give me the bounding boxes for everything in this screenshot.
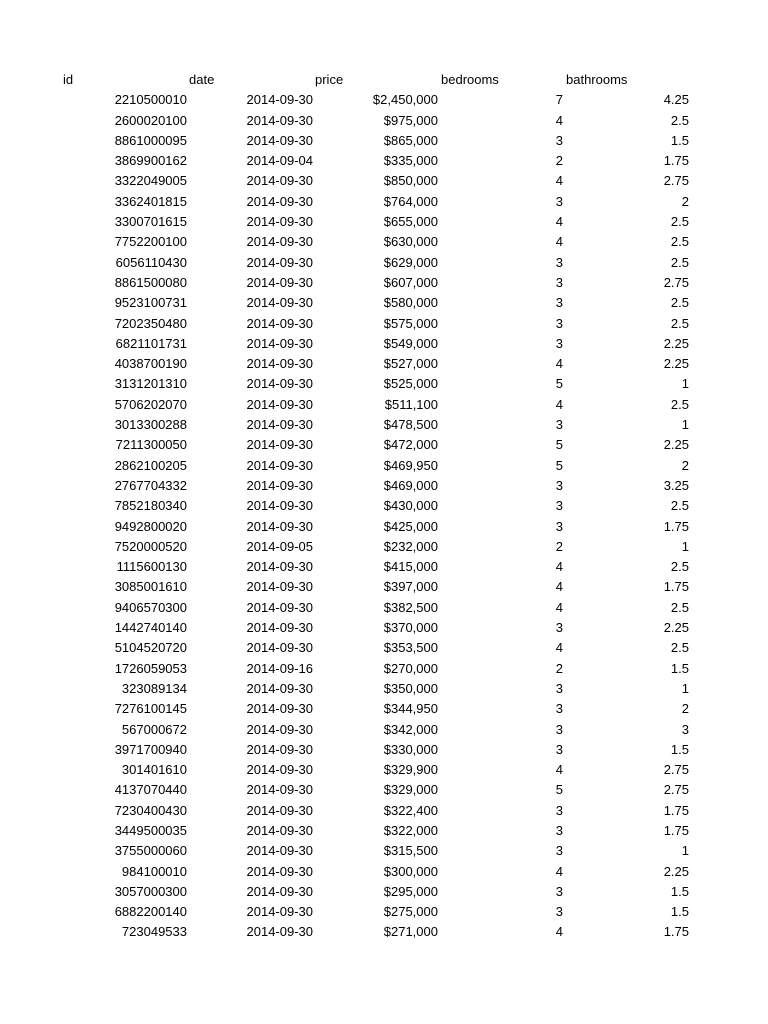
cell-date: 2014-09-30 <box>246 924 313 940</box>
cell-price: $549,000 <box>383 335 438 351</box>
cell-id: 1442740140 <box>114 620 187 636</box>
cell-price: $342,000 <box>383 721 438 737</box>
cell-price: $397,000 <box>383 579 438 595</box>
cell-bathrooms: 1.75 <box>663 924 689 940</box>
cell-price: $275,000 <box>383 904 438 920</box>
cell-date: 2014-09-30 <box>246 822 313 838</box>
cell-bathrooms: 2.75 <box>663 274 689 290</box>
cell-bedrooms: 3 <box>555 254 563 270</box>
table-row <box>0 497 768 517</box>
table-row <box>0 721 768 741</box>
cell-id: 4038700190 <box>114 356 187 372</box>
cell-price: $430,000 <box>383 498 438 514</box>
cell-id: 2767704332 <box>114 477 187 493</box>
cell-bedrooms: 5 <box>555 437 563 453</box>
cell-id: 2600020100 <box>114 112 187 128</box>
cell-price: $975,000 <box>383 112 438 128</box>
cell-date: 2014-09-30 <box>246 620 313 636</box>
cell-id: 9492800020 <box>114 518 187 534</box>
cell-bathrooms: 1.75 <box>663 822 689 838</box>
cell-id: 3362401815 <box>114 193 187 209</box>
table-row <box>0 781 768 801</box>
cell-bedrooms: 3 <box>555 132 563 148</box>
cell-id: 323089134 <box>121 680 187 696</box>
cell-bedrooms: 3 <box>555 822 563 838</box>
cell-date: 2014-09-30 <box>246 437 313 453</box>
table-row <box>0 233 768 253</box>
table-row <box>0 518 768 538</box>
cell-price: $511,100 <box>384 396 438 412</box>
table-body <box>0 91 768 943</box>
table-row <box>0 599 768 619</box>
cell-date: 2014-09-30 <box>246 254 313 270</box>
cell-id: 7276100145 <box>114 701 187 717</box>
cell-bedrooms: 3 <box>555 741 563 757</box>
cell-id: 8861500080 <box>114 274 187 290</box>
cell-bedrooms: 4 <box>555 396 563 412</box>
cell-id: 1115600130 <box>116 559 187 575</box>
cell-bathrooms: 1.5 <box>670 904 689 920</box>
cell-bedrooms: 3 <box>555 680 563 696</box>
cell-date: 2014-09-30 <box>246 477 313 493</box>
cell-bathrooms: 2.25 <box>663 356 689 372</box>
cell-date: 2014-09-05 <box>246 538 313 554</box>
cell-id: 567000672 <box>121 721 187 737</box>
cell-bedrooms: 3 <box>555 417 563 433</box>
cell-id: 3449500035 <box>114 822 187 838</box>
table-row <box>0 802 768 822</box>
cell-id: 7230400430 <box>114 802 187 818</box>
header-bathrooms: bathrooms <box>566 72 628 87</box>
cell-bedrooms: 3 <box>555 335 563 351</box>
cell-date: 2014-09-30 <box>246 518 313 534</box>
cell-date: 2014-09-30 <box>246 701 313 717</box>
cell-id: 7211300050 <box>115 437 187 453</box>
cell-price: $472,000 <box>383 437 438 453</box>
table-row <box>0 172 768 192</box>
cell-id: 5706202070 <box>114 396 187 412</box>
header-id: id <box>63 72 74 87</box>
cell-date: 2014-09-30 <box>246 214 313 230</box>
cell-bathrooms: 2.5 <box>670 599 689 615</box>
cell-id: 9523100731 <box>114 295 187 311</box>
table-row <box>0 91 768 111</box>
cell-bedrooms: 4 <box>555 559 563 575</box>
cell-bedrooms: 3 <box>555 315 563 331</box>
cell-date: 2014-09-30 <box>246 498 313 514</box>
cell-bathrooms: 3.25 <box>663 477 689 493</box>
cell-price: $353,500 <box>383 640 438 656</box>
cell-bedrooms: 4 <box>555 356 563 372</box>
cell-bathrooms: 2.5 <box>670 315 689 331</box>
cell-date: 2014-09-30 <box>246 193 313 209</box>
table-row <box>0 700 768 720</box>
table-row <box>0 842 768 862</box>
cell-id: 6882200140 <box>114 904 187 920</box>
cell-price: $630,000 <box>383 234 438 250</box>
cell-bathrooms: 1 <box>681 417 689 433</box>
cell-price: $295,000 <box>383 883 438 899</box>
cell-bedrooms: 3 <box>555 721 563 737</box>
spreadsheet-table <box>0 71 768 944</box>
table-row <box>0 578 768 598</box>
header-price: price <box>315 72 344 87</box>
header-row <box>0 71 768 91</box>
cell-bathrooms: 2.5 <box>670 254 689 270</box>
table-row <box>0 883 768 903</box>
cell-bathrooms: 3 <box>681 721 689 737</box>
cell-date: 2014-09-30 <box>246 417 313 433</box>
cell-date: 2014-09-30 <box>246 92 313 108</box>
cell-price: $469,000 <box>383 477 438 493</box>
cell-price: $2,450,000 <box>372 92 438 108</box>
cell-bedrooms: 3 <box>555 620 563 636</box>
table-row <box>0 680 768 700</box>
table-row <box>0 863 768 883</box>
cell-bathrooms: 1.5 <box>670 132 689 148</box>
cell-date: 2014-09-30 <box>246 335 313 351</box>
cell-price: $580,000 <box>383 295 438 311</box>
cell-price: $469,950 <box>383 457 438 473</box>
cell-bedrooms: 3 <box>555 701 563 717</box>
cell-bathrooms: 4.25 <box>663 92 689 108</box>
cell-date: 2014-09-30 <box>246 356 313 372</box>
cell-price: $629,000 <box>383 254 438 270</box>
cell-id: 7520000520 <box>114 538 187 554</box>
header-date: date <box>189 72 215 87</box>
cell-bathrooms: 1.75 <box>663 579 689 595</box>
cell-bedrooms: 4 <box>555 214 563 230</box>
cell-price: $329,900 <box>383 762 438 778</box>
cell-price: $322,000 <box>383 822 438 838</box>
table-row <box>0 639 768 659</box>
cell-bedrooms: 5 <box>555 376 563 392</box>
cell-price: $350,000 <box>383 680 438 696</box>
cell-date: 2014-09-30 <box>246 741 313 757</box>
cell-bathrooms: 1 <box>681 843 689 859</box>
cell-price: $850,000 <box>383 173 438 189</box>
cell-bedrooms: 3 <box>555 883 563 899</box>
cell-price: $322,400 <box>383 802 438 818</box>
cell-price: $370,000 <box>383 620 438 636</box>
cell-bedrooms: 4 <box>555 640 563 656</box>
cell-bathrooms: 2.25 <box>663 437 689 453</box>
cell-bedrooms: 5 <box>555 457 563 473</box>
cell-id: 9406570300 <box>114 599 187 615</box>
cell-id: 7852180340 <box>114 498 187 514</box>
cell-bathrooms: 2.5 <box>670 295 689 311</box>
cell-bathrooms: 2.5 <box>670 498 689 514</box>
cell-date: 2014-09-30 <box>246 904 313 920</box>
cell-bedrooms: 4 <box>555 173 563 189</box>
cell-date: 2014-09-30 <box>246 802 313 818</box>
cell-bathrooms: 2 <box>681 701 689 717</box>
cell-date: 2014-09-30 <box>246 376 313 392</box>
cell-bathrooms: 1 <box>681 538 689 554</box>
cell-date: 2014-09-30 <box>246 132 313 148</box>
table-row <box>0 457 768 477</box>
cell-date: 2014-09-30 <box>246 640 313 656</box>
table-row <box>0 335 768 355</box>
cell-price: $525,000 <box>383 376 438 392</box>
cell-bathrooms: 2.75 <box>663 782 689 798</box>
cell-bathrooms: 1.5 <box>670 741 689 757</box>
cell-bedrooms: 4 <box>555 234 563 250</box>
cell-bedrooms: 4 <box>555 579 563 595</box>
cell-date: 2014-09-30 <box>246 559 313 575</box>
cell-id: 3755000060 <box>114 843 187 859</box>
cell-date: 2014-09-30 <box>246 782 313 798</box>
table-row <box>0 152 768 172</box>
cell-bathrooms: 1.75 <box>663 518 689 534</box>
cell-bathrooms: 1.75 <box>663 153 689 169</box>
cell-date: 2014-09-30 <box>246 112 313 128</box>
table-row <box>0 375 768 395</box>
table-row <box>0 903 768 923</box>
cell-bathrooms: 2.25 <box>663 863 689 879</box>
cell-id: 6056110430 <box>115 254 187 270</box>
cell-date: 2014-09-16 <box>246 660 313 676</box>
cell-date: 2014-09-30 <box>246 599 313 615</box>
cell-id: 3085001610 <box>114 579 187 595</box>
cell-bathrooms: 2 <box>681 193 689 209</box>
cell-price: $415,000 <box>383 559 438 575</box>
cell-bedrooms: 3 <box>555 193 563 209</box>
table-row <box>0 416 768 436</box>
cell-bathrooms: 2.5 <box>670 559 689 575</box>
cell-bedrooms: 4 <box>555 112 563 128</box>
cell-bathrooms: 1.75 <box>663 802 689 818</box>
cell-bathrooms: 1.5 <box>670 660 689 676</box>
table-row <box>0 558 768 578</box>
cell-price: $335,000 <box>383 153 438 169</box>
cell-date: 2014-09-30 <box>246 234 313 250</box>
cell-bedrooms: 4 <box>555 863 563 879</box>
cell-id: 3013300288 <box>114 417 187 433</box>
header-bedrooms: bedrooms <box>441 72 499 87</box>
table-row <box>0 254 768 274</box>
table-row <box>0 315 768 335</box>
cell-price: $271,000 <box>383 924 438 940</box>
cell-bedrooms: 3 <box>555 498 563 514</box>
cell-bathrooms: 1 <box>681 680 689 696</box>
table-row <box>0 294 768 314</box>
table-row <box>0 112 768 132</box>
cell-bedrooms: 3 <box>555 518 563 534</box>
cell-bathrooms: 1 <box>681 376 689 392</box>
cell-date: 2014-09-30 <box>246 721 313 737</box>
cell-bathrooms: 2.5 <box>670 214 689 230</box>
cell-price: $329,000 <box>383 782 438 798</box>
cell-date: 2014-09-30 <box>246 762 313 778</box>
cell-bathrooms: 2 <box>681 457 689 473</box>
table-row <box>0 660 768 680</box>
cell-bedrooms: 5 <box>555 782 563 798</box>
cell-bathrooms: 2.25 <box>663 335 689 351</box>
cell-date: 2014-09-30 <box>246 396 313 412</box>
table-row <box>0 761 768 781</box>
cell-id: 301401610 <box>121 762 187 778</box>
table-row <box>0 822 768 842</box>
cell-date: 2014-09-04 <box>246 153 313 169</box>
cell-date: 2014-09-30 <box>246 579 313 595</box>
table-row <box>0 923 768 943</box>
cell-date: 2014-09-30 <box>246 680 313 696</box>
cell-date: 2014-09-30 <box>246 295 313 311</box>
cell-bedrooms: 2 <box>555 538 563 554</box>
cell-bedrooms: 4 <box>555 762 563 778</box>
cell-bedrooms: 4 <box>555 599 563 615</box>
cell-date: 2014-09-30 <box>246 173 313 189</box>
cell-price: $527,000 <box>383 356 438 372</box>
cell-bathrooms: 2.5 <box>670 640 689 656</box>
cell-bathrooms: 2.25 <box>663 620 689 636</box>
cell-bathrooms: 2.5 <box>670 396 689 412</box>
cell-price: $607,000 <box>383 274 438 290</box>
cell-price: $865,000 <box>383 132 438 148</box>
cell-bedrooms: 3 <box>555 477 563 493</box>
cell-price: $575,000 <box>383 315 438 331</box>
cell-bedrooms: 4 <box>555 924 563 940</box>
cell-id: 8861000095 <box>114 132 187 148</box>
cell-date: 2014-09-30 <box>246 274 313 290</box>
cell-bedrooms: 3 <box>555 843 563 859</box>
table-row <box>0 274 768 294</box>
table-row <box>0 355 768 375</box>
table-row <box>0 477 768 497</box>
cell-id: 3300701615 <box>114 214 187 230</box>
cell-price: $330,000 <box>383 741 438 757</box>
cell-id: 3971700940 <box>114 741 187 757</box>
cell-bathrooms: 2.75 <box>663 762 689 778</box>
table-row <box>0 436 768 456</box>
cell-bedrooms: 3 <box>555 904 563 920</box>
cell-id: 4137070440 <box>114 782 187 798</box>
cell-price: $425,000 <box>383 518 438 534</box>
cell-id: 3131201310 <box>114 376 187 392</box>
cell-price: $764,000 <box>383 193 438 209</box>
cell-bedrooms: 3 <box>555 274 563 290</box>
cell-id: 5104520720 <box>114 640 187 656</box>
cell-bedrooms: 2 <box>555 153 563 169</box>
cell-price: $344,950 <box>383 701 438 717</box>
cell-id: 2210500010 <box>114 92 187 108</box>
cell-date: 2014-09-30 <box>246 883 313 899</box>
cell-bathrooms: 2.5 <box>670 234 689 250</box>
cell-price: $232,000 <box>383 538 438 554</box>
cell-bathrooms: 1.5 <box>670 883 689 899</box>
cell-date: 2014-09-30 <box>246 457 313 473</box>
cell-price: $655,000 <box>383 214 438 230</box>
cell-id: 2862100205 <box>114 457 187 473</box>
cell-id: 3057000300 <box>114 883 187 899</box>
table-row <box>0 193 768 213</box>
table-row <box>0 213 768 233</box>
cell-date: 2014-09-30 <box>246 843 313 859</box>
cell-id: 7202350480 <box>114 315 187 331</box>
table-row <box>0 396 768 416</box>
cell-date: 2014-09-30 <box>246 315 313 331</box>
cell-id: 3869900162 <box>114 153 187 169</box>
cell-bedrooms: 3 <box>555 802 563 818</box>
table-row <box>0 619 768 639</box>
cell-id: 6821101731 <box>115 335 187 351</box>
cell-id: 723049533 <box>121 924 187 940</box>
cell-bathrooms: 2.5 <box>670 112 689 128</box>
cell-date: 2014-09-30 <box>246 863 313 879</box>
cell-bedrooms: 3 <box>555 295 563 311</box>
cell-id: 984100010 <box>121 863 187 879</box>
table-row <box>0 741 768 761</box>
cell-bedrooms: 2 <box>555 660 563 676</box>
table-row <box>0 132 768 152</box>
cell-bedrooms: 7 <box>555 92 563 108</box>
cell-id: 3322049005 <box>114 173 187 189</box>
cell-id: 7752200100 <box>114 234 187 250</box>
cell-price: $478,500 <box>383 417 438 433</box>
cell-id: 1726059053 <box>114 660 187 676</box>
cell-bathrooms: 2.75 <box>663 173 689 189</box>
cell-price: $300,000 <box>383 863 438 879</box>
cell-price: $270,000 <box>383 660 438 676</box>
table-row <box>0 538 768 558</box>
cell-price: $315,500 <box>383 843 438 859</box>
cell-price: $382,500 <box>383 599 438 615</box>
